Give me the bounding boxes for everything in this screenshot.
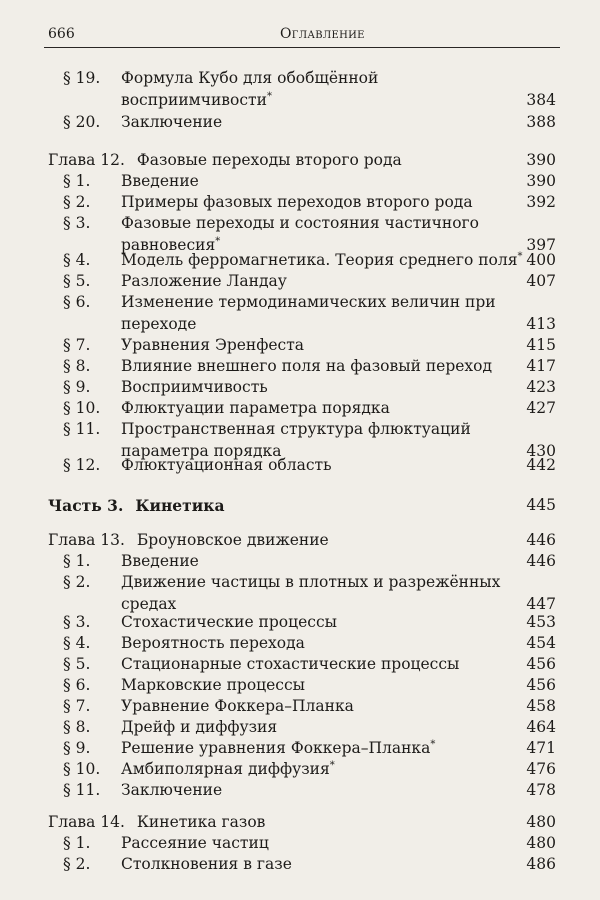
entry-title: Фазовые переходы и состояния частичного (121, 214, 479, 232)
toc-entry-line (63, 854, 292, 875)
asterisk-mark: * (430, 738, 436, 750)
toc-entry-line (63, 551, 199, 572)
toc-entry-line (63, 419, 471, 440)
entry-number: § 1. (63, 834, 91, 852)
entry-page-number: 390 (526, 151, 556, 169)
toc-entry-line (63, 612, 337, 633)
entry-number: § 4. (63, 634, 91, 652)
entry-number: § 10. (63, 760, 101, 778)
toc-entry-line (63, 250, 523, 271)
entry-number: § 9. (63, 739, 91, 757)
entry-number: § 6. (63, 293, 91, 311)
entry-page-number: 417 (526, 357, 556, 375)
entry-title: Столкновения в газе (121, 855, 292, 873)
running-title: Оглавление (280, 26, 365, 42)
entry-title: Стохастические процессы (121, 613, 337, 631)
entry-title: Заключение (121, 113, 223, 131)
entry-title: Дрейф и диффузия (121, 718, 278, 736)
toc-entry-line (63, 759, 335, 780)
entry-title-continuation: параметра порядка (121, 442, 282, 460)
entry-title: Изменение термодинамических величин при (121, 293, 496, 311)
entry-number: § 10. (63, 399, 101, 417)
toc-entry-line (63, 654, 459, 675)
entry-page-number: 480 (526, 813, 556, 831)
toc-entry-line (48, 495, 224, 516)
entry-title: Флюктуационная область (121, 456, 332, 474)
entry-page-number: 480 (526, 834, 556, 852)
toc-entry-line (63, 356, 492, 377)
entry-page-number: 384 (526, 91, 556, 109)
entry-number: § 19. (63, 69, 101, 87)
toc-entry-line (48, 812, 265, 833)
entry-number: Глава 12. (48, 151, 125, 169)
entry-page-number: 458 (526, 697, 556, 715)
entry-title: Разложение Ландау (121, 272, 287, 290)
entry-title: Стационарные стохастические процессы (121, 655, 460, 673)
toc-entry-line (63, 833, 269, 854)
entry-title: Броуновское движение (136, 531, 329, 549)
toc-entry-line (48, 150, 402, 171)
entry-number: § 2. (63, 573, 91, 591)
entry-page-number: 456 (526, 676, 556, 694)
entry-title: Уравнение Фоккера–Планка (121, 697, 354, 715)
entry-title: Рассеяние частиц (121, 834, 269, 852)
asterisk-mark: * (329, 759, 335, 771)
toc-entry-line (63, 292, 496, 313)
entry-title: Фазовые переходы второго рода (136, 151, 402, 169)
entry-title: Влияние внешнего поля на фазовый переход (121, 357, 493, 375)
entry-title: Модель ферромагнетика. Теория среднего поля* (121, 250, 523, 269)
entry-number: § 11. (63, 420, 101, 438)
entry-number: § 8. (63, 718, 91, 736)
entry-number: § 11. (63, 781, 101, 799)
entry-title: Восприимчивость (121, 378, 268, 396)
entry-number: § 3. (63, 613, 91, 631)
toc-entry-line (48, 530, 329, 551)
entry-number: § 2. (63, 193, 91, 211)
entry-title: Амбиполярная диффузия* (121, 759, 335, 778)
entry-number: Глава 13. (48, 531, 125, 549)
toc-entry-line (63, 633, 305, 654)
entry-page-number: 415 (526, 336, 556, 354)
entry-number: § 9. (63, 378, 91, 396)
entry-page-number: 476 (526, 760, 556, 778)
toc-entry-line (63, 738, 435, 759)
entry-page-number: 400 (526, 251, 556, 269)
entry-page-number: 430 (526, 442, 556, 460)
entry-number: § 7. (63, 336, 91, 354)
entry-number: § 5. (63, 655, 91, 673)
toc-entry-line (63, 377, 268, 398)
asterisk-mark: * (215, 235, 221, 247)
toc-entry-line (63, 455, 332, 476)
entry-title: Заключение (121, 781, 223, 799)
toc-entry-line (63, 68, 378, 89)
asterisk-mark: * (266, 90, 272, 102)
toc-entry-line (63, 192, 473, 213)
page-number: 666 (48, 26, 75, 42)
toc-entry-line (63, 335, 304, 356)
entry-title-continuation: равновесия* (121, 235, 221, 254)
entry-page-number: 471 (526, 739, 556, 757)
entry-number: Часть 3. (48, 496, 124, 515)
entry-page-number: 447 (526, 595, 556, 613)
toc-entry-line (63, 696, 354, 717)
entry-title: Уравнения Эренфеста (121, 336, 305, 354)
entry-number: § 1. (63, 172, 91, 190)
toc-entry-line (63, 213, 479, 234)
toc-entry-line (63, 271, 287, 292)
entry-title: Вероятность перехода (121, 634, 305, 652)
entry-title: Кинетика (135, 496, 225, 515)
entry-page-number: 446 (526, 531, 556, 549)
toc-entry-line (63, 398, 390, 419)
toc-entry-line (63, 780, 222, 801)
entry-title: Введение (121, 552, 199, 570)
entry-number: § 6. (63, 676, 91, 694)
entry-title: Примеры фазовых переходов второго рода (121, 193, 473, 211)
entry-title: Введение (121, 172, 199, 190)
entry-page-number: 464 (526, 718, 556, 736)
toc-entry-line (63, 572, 500, 593)
entry-title: Флюктуации параметра порядка (121, 399, 390, 417)
entry-page-number: 478 (526, 781, 556, 799)
entry-title: Пространственная структура флюктуаций (121, 420, 471, 438)
entry-title: Формула Кубо для обобщённой (121, 69, 379, 87)
asterisk-mark: * (517, 250, 523, 262)
toc-entry-line (63, 171, 199, 192)
entry-page-number: 407 (526, 272, 556, 290)
entry-number: § 7. (63, 697, 91, 715)
entry-title: Марковские процессы (121, 676, 306, 694)
entry-number: § 1. (63, 552, 91, 570)
toc-entry-line (63, 675, 305, 696)
entry-title: Решение уравнения Фоккера–Планка* (121, 738, 436, 757)
entry-title-continuation: переходе (121, 315, 197, 333)
entry-number: Глава 14. (48, 813, 125, 831)
entry-number: § 2. (63, 855, 91, 873)
entry-page-number: 388 (526, 113, 556, 131)
entry-title: Движение частицы в плотных и разрежённых (121, 573, 501, 591)
entry-number: § 8. (63, 357, 91, 375)
entry-page-number: 392 (526, 193, 556, 211)
entry-title-continuation: средах (121, 595, 177, 613)
entry-page-number: 390 (526, 172, 556, 190)
entry-page-number: 446 (526, 552, 556, 570)
entry-page-number: 423 (526, 378, 556, 396)
entry-page-number: 413 (526, 315, 556, 333)
entry-page-number: 486 (526, 855, 556, 873)
entry-title: Кинетика газов (136, 813, 266, 831)
entry-page-number: 453 (526, 613, 556, 631)
entry-page-number: 397 (526, 236, 556, 254)
entry-number: § 20. (63, 113, 101, 131)
entry-page-number: 456 (526, 655, 556, 673)
entry-title-continuation: восприимчивости* (121, 90, 272, 109)
entry-page-number: 427 (526, 399, 556, 417)
toc-entry-line (63, 717, 277, 738)
entry-page-number: 454 (526, 634, 556, 652)
entry-number: § 3. (63, 214, 91, 232)
entry-number: § 5. (63, 272, 91, 290)
entry-number: § 12. (63, 456, 101, 474)
entry-page-number: 442 (526, 456, 556, 474)
toc-entry-line (63, 112, 222, 133)
entry-page-number: 445 (526, 496, 556, 514)
entry-number: § 4. (63, 251, 91, 269)
